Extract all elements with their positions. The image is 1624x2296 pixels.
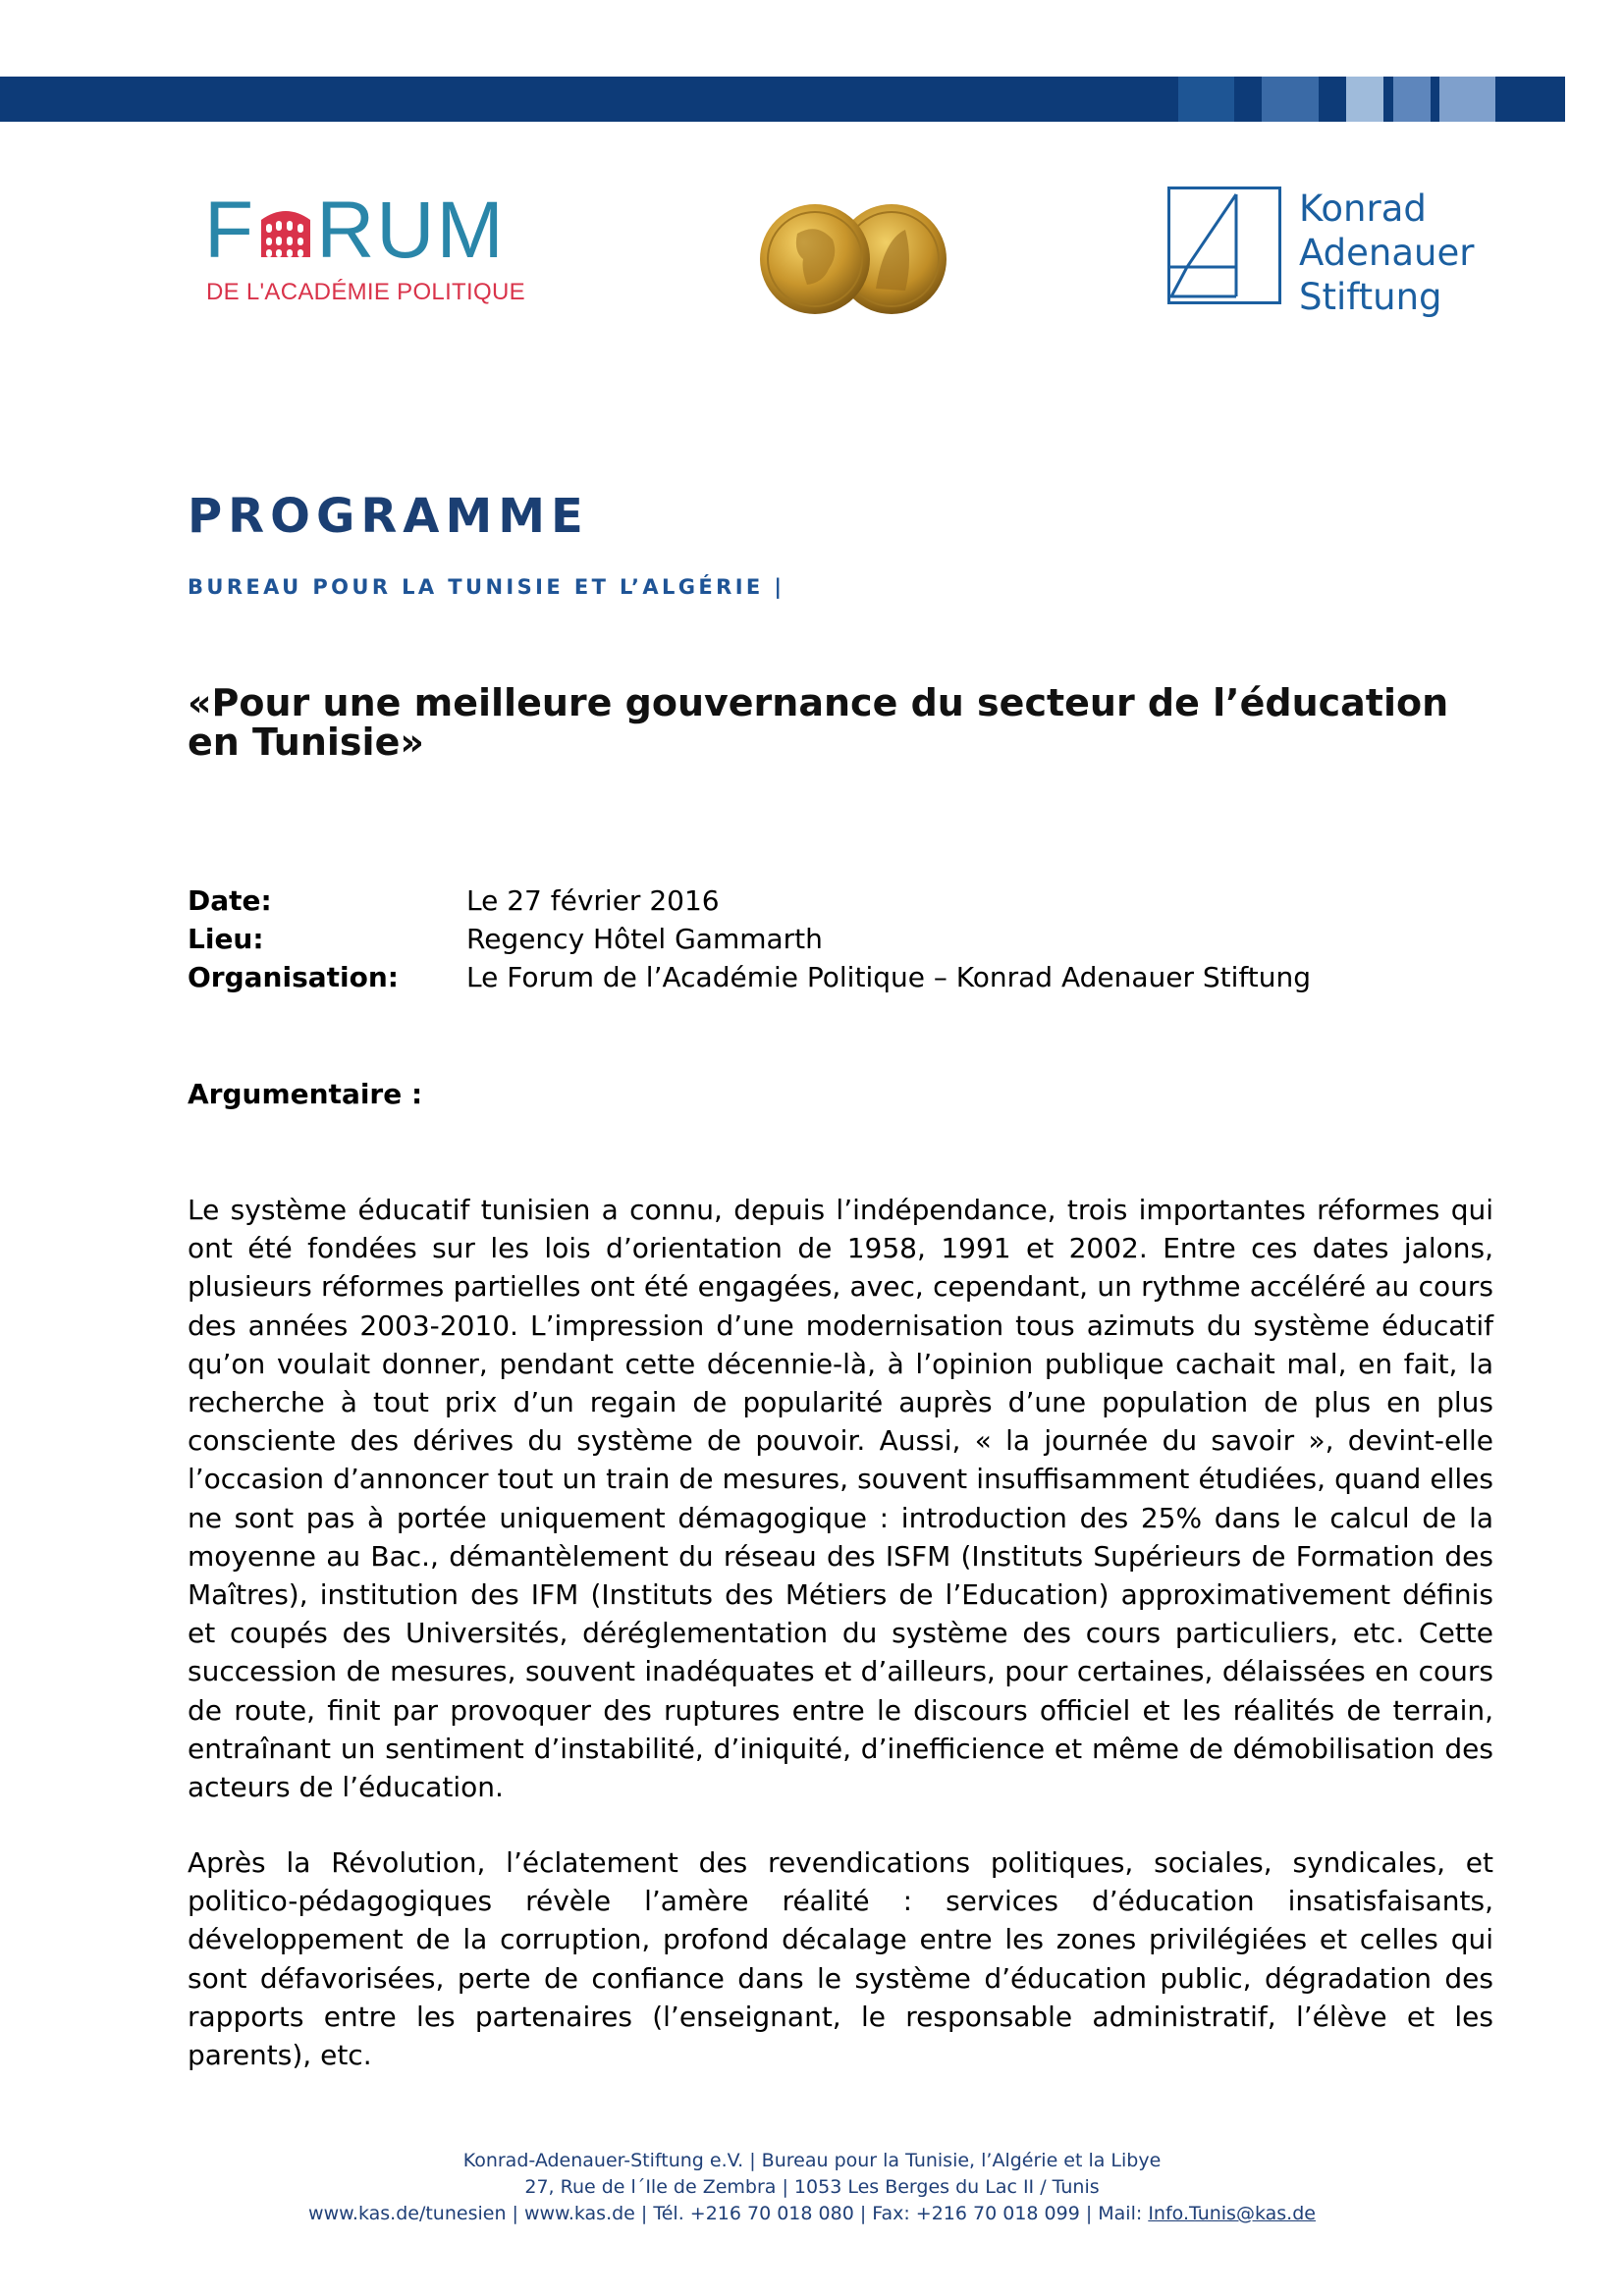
paragraph: Le système éducatif tunisien a connu, depuis l’indépendance, trois importantes réformes qui ont été fondées sur les lois d’orientation de 1958, 1991 et 2002. Entre ces dates jalons, plusieurs réformes partielles ont été engagées, avec, cependant, un rythme accéléré au cours des années 2003-2010. L’impression d’une modernisation tous azimuts du système éducatif qu’on voulait donner, pendant cette décennie-là, à l’opinion publique cachait mal, en fait, la recherche à tout prix d’un regain de popularité auprès d’une population de plus en plus consciente des dérives du système de pouvoir. Aussi, « la journée du savoir », devint-elle l’occasion d’annoncer tout un train de mesures, souvent insuffisamment étudiées, quand elles ne sont pas à portée uniquement démagogique : introduction des 25% dans le calcul de la moyenne au Bac., démantèlement du réseau des ISFM (Instituts Supérieurs de Formation des Maîtres), institution des IFM (Instituts des Métiers de l’Education) approximativement définis et coupés des Universités, déréglementation du système des cours particuliers, etc. Cette succession de mesures, souvent inadéquates et d’ailleurs, pour certaines, délaissées en cours de route, finit par provoquer des ruptures entre le discours officiel et les réalités de terrain, entraînant un sentiment d’instabilité, d’iniquité, d’inefficience et même de démobilisation des acteurs de l’éducation. — [188, 1194, 1493, 1804]
footer — [0, 2148, 1624, 2227]
info-value: Regency Hôtel Gammarth — [466, 923, 823, 955]
info-label: Organisation: — [188, 961, 399, 993]
kas-logo-mark-icon — [1167, 187, 1281, 304]
kas-logo-line2: Adenauer — [1299, 232, 1475, 274]
kas-logo-text — [1299, 187, 1474, 319]
email-link[interactable]: Info.Tunis@kas.de — [1148, 2203, 1316, 2224]
header-band-segment — [1038, 77, 1066, 122]
header-band-segment — [982, 77, 1010, 122]
header-band-segment — [1262, 77, 1318, 122]
footer-contact: www.kas.de/tunesien | www.kas.de | Tél. +216 70 018 080 | Fax: +216 70 018 099 | Mail: — [308, 2203, 1149, 2224]
header-band-segment — [1319, 77, 1347, 122]
info-label: Lieu: — [188, 923, 264, 955]
header-color-band — [0, 77, 1565, 122]
header-band-segment — [1346, 77, 1383, 122]
colosseum-icon — [257, 200, 314, 261]
forum-logo-wordmark: F RUM — [204, 186, 506, 275]
forum-logo-subtitle: DE L'ACADÉMIE POLITIQUE — [206, 279, 525, 305]
header-band-segment — [870, 77, 898, 122]
info-value: Le Forum de l’Académie Politique – Konrad Adenauer Stiftung — [466, 961, 1312, 993]
page-title: PROGRAMME — [188, 489, 589, 544]
header-band-segment — [1431, 77, 1440, 122]
info-row-organisation — [188, 960, 1311, 995]
kas-logo — [1167, 187, 1482, 318]
header-band-segment — [1439, 77, 1495, 122]
kas-logo-line1: Konrad — [1299, 187, 1427, 230]
info-row-lieu — [188, 922, 823, 957]
footer-line — [0, 2201, 1624, 2227]
header-band-segment — [1178, 77, 1234, 122]
header-band-segment — [1234, 77, 1263, 122]
info-label: Date: — [188, 884, 272, 917]
header-band-segment — [1094, 77, 1122, 122]
header-band-segment — [1066, 77, 1095, 122]
header-band-segment — [1495, 77, 1564, 122]
header-band-segment — [926, 77, 954, 122]
header-band-segment — [953, 77, 982, 122]
footer-line: 27, Rue de l´Ile de Zembra | 1053 Les Berges du Lac II / Tunis — [524, 2176, 1100, 2198]
page-subtitle: BUREAU POUR LA TUNISIE ET L’ALGÉRIE | — [188, 575, 785, 599]
header-band-segment — [1393, 77, 1431, 122]
info-value: Le 27 février 2016 — [466, 884, 720, 917]
header-band-segment — [897, 77, 926, 122]
medal-icon — [758, 200, 950, 316]
paragraph: Après la Révolution, l’éclatement des revendications politiques, sociales, syndicales, et politico-pédagogiques révèle l’amère réalité : services d’éducation insatisfaisants, développement de la corruption, profond décalage entre les zones privilégiées et celles qui sont défavorisées, perte de confiance dans le système d’éducation public, dégradation des rapports entre les partenaires (l’enseignant, le responsable administratif, l’élève et les parents), etc. — [188, 1846, 1493, 2072]
header-band-segment — [1383, 77, 1393, 122]
info-row-date — [188, 883, 720, 919]
forum-logo — [204, 186, 525, 308]
kas-logo-line3: Stiftung — [1299, 276, 1442, 318]
footer-line: Konrad-Adenauer-Stiftung e.V. | Bureau pour la Tunisie, l’Algérie et la Libye — [462, 2150, 1162, 2171]
header-band-segment — [0, 77, 870, 122]
header-band-segment — [1009, 77, 1038, 122]
section-heading: Argumentaire : — [188, 1078, 423, 1110]
event-title: «Pour une meilleure gouvernance du secteur de l’éducation en Tunisie» — [188, 681, 1449, 764]
header-band-segment — [1122, 77, 1151, 122]
header-band-segment — [1150, 77, 1178, 122]
